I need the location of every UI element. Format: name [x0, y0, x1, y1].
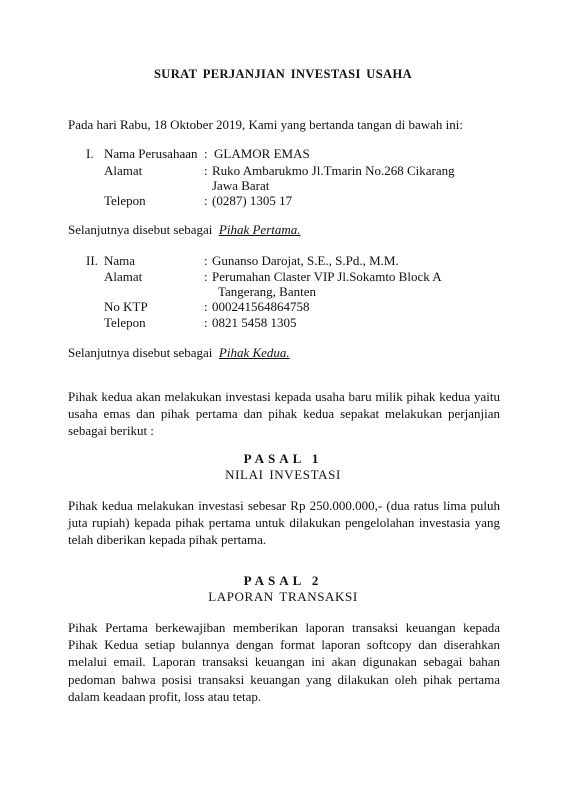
party-two-sep-ktp: : — [204, 299, 208, 314]
designation-prefix: Selanjutnya disebut sebagai — [68, 345, 213, 360]
party-two-label-ktp: No KTP — [104, 299, 148, 314]
party-one-label-company: Nama Perusahaan — [104, 146, 198, 161]
opening-statement: Pada hari Rabu, 18 Oktober 2019, Kami yang bertanda tangan di bawah ini: — [68, 117, 463, 132]
party-one-sep-address: : — [204, 163, 208, 178]
party-one-sep-company: : — [204, 146, 208, 161]
party-one-sep-phone: : — [204, 193, 208, 208]
party-two-label-name: Nama — [104, 253, 136, 268]
party-one-address-value: Ruko Ambarukmo Jl.Tmarin No.268 Cikarang — [212, 163, 455, 178]
party-two-sep-name: : — [204, 253, 208, 268]
party-two-address-value-line2: Tangerang, Banten — [218, 284, 316, 299]
party-one-company-value: GLAMOR EMAS — [214, 146, 310, 161]
party-two-designation — [68, 345, 290, 361]
pasal-2-subheading: LAPORAN TRANSAKSI — [208, 589, 358, 604]
document-title: SURAT PERJANJIAN INVESTASI USAHA — [153, 67, 413, 81]
party-one-label-address: Alamat — [104, 163, 143, 178]
pasal-1-body: Pihak kedua melakukan investasi sebesar Rp 250.000.000,- (dua ratus lima puluh juta rupiah) kepada pihak pertama untuk dilakukan pengelolahan investasia yang telah diberikan kepada pihak pertama. — [68, 498, 500, 548]
party-two-name-value: Gunanso Darojat, S.E., S.Pd., M.M. — [212, 253, 399, 268]
pasal-1-heading: PASAL 1 — [243, 451, 323, 466]
party-two-sep-phone: : — [204, 315, 208, 330]
designation-term: Pihak Pertama. — [218, 222, 301, 237]
intro-paragraph: Pihak kedua akan melakukan investasi kepada usaha baru milik pihak kedua yaitu usaha emas dan pihak pertama dan pihak kedua sepakat melakukan perjanjian sebagai berikut : — [68, 389, 500, 439]
pasal-2-body: Pihak Pertama berkewajiban memberikan laporan transaksi keuangan kepada Pihak Kedua setiap bulannya dengan format laporan softcopy dan diserahkan melalui email. Laporan transaksi keuangan ini akan digunakan sebagai bahan pedoman bahwa posisi transaksi keuangan yang dilakukan oleh pihak pertama dalam keadaan profit, loss atau tetap. — [68, 620, 500, 704]
pasal-2-heading: PASAL 2 — [243, 573, 323, 588]
party-two-phone-value: 0821 5458 1305 — [212, 315, 297, 330]
party-one-label-phone: Telepon — [104, 193, 146, 208]
party-one-designation — [68, 222, 301, 238]
party-two-number: II. — [86, 253, 98, 268]
pasal-1-subheading: NILAI INVESTASI — [225, 467, 341, 482]
party-one-phone-value: (0287) 1305 17 — [212, 193, 293, 208]
party-two-sep-address: : — [204, 269, 208, 284]
party-one-address-value-line2: Jawa Barat — [212, 178, 270, 193]
party-two-address-value: Perumahan Claster VIP Jl.Sokamto Block A — [212, 269, 442, 284]
party-two-label-address: Alamat — [104, 269, 143, 284]
designation-term: Pihak Kedua. — [218, 345, 290, 360]
party-one-number: I. — [86, 146, 94, 161]
designation-prefix: Selanjutnya disebut sebagai — [68, 222, 213, 237]
party-two-label-phone: Telepon — [104, 315, 146, 330]
party-two-ktp-value: 000241564864758 — [212, 299, 310, 314]
